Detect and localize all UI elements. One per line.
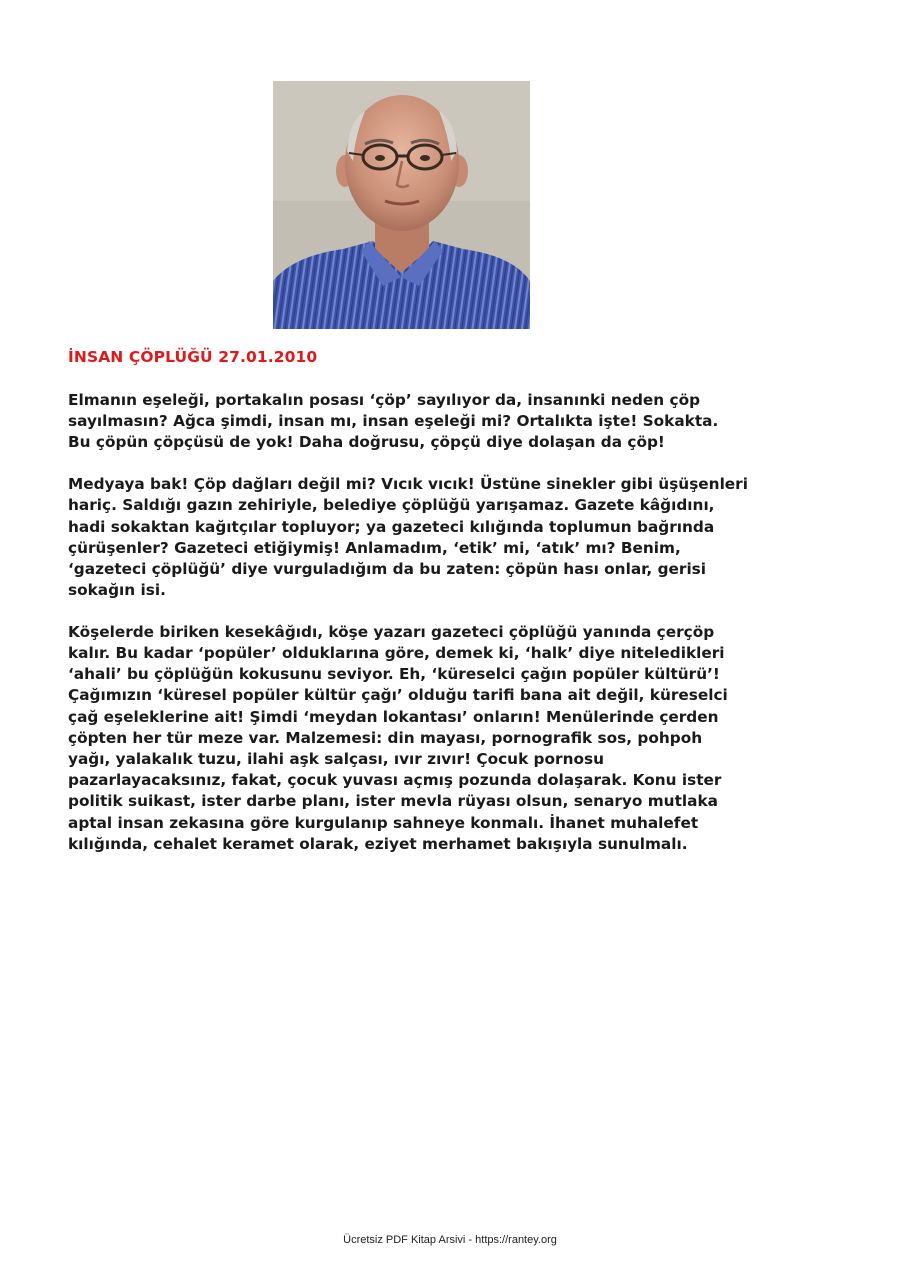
text-line: Medyaya bak! Çöp dağları değil mi? Vıcık vıcık! Üstüne sinekler gibi üşüşenleri bbox=[68, 475, 748, 494]
text-line: yağı, yalakalık tuzu, ilahi aşk salçası, ıvır zıvır! Çocuk pornosu bbox=[68, 750, 604, 769]
text-line: aptal insan zekasına göre kurgulanıp sahneye konmalı. İhanet muhalefet bbox=[68, 813, 699, 832]
text-line: sokağın isi. bbox=[68, 581, 166, 600]
text-line: hadi sokaktan kağıtçılar topluyor; ya gazeteci kılığında toplumun bağrında bbox=[68, 517, 715, 536]
text-line: kalır. Bu kadar ‘popüler’ olduklarına göre, demek ki, ‘halk’ diye nitelediklerі bbox=[68, 644, 725, 663]
text-line: Elmanın eşeleği, portakalın posası ‘çöp’ sayılıyor da, insanınki neden çöp bbox=[68, 391, 701, 409]
text-line: çürüşenler? Gazeteci etiğiymiş! Anlamadım, ‘etik’ mi, ‘atık’ mı? Benim, bbox=[68, 538, 681, 557]
text-line: pazarlayacaksınız, fakat, çocuk yuvası açmış pozunda dolaşarak. Konu ister bbox=[68, 771, 722, 790]
text-line: politik suikast, ister darbe planı, ister mevla rüyası olsun, senaryo mutlaka bbox=[68, 792, 718, 811]
author-photo bbox=[273, 81, 530, 329]
text-line: ‘gazeteci çöplüğü’ diye vurguladığım da bu zaten: çöpün hası onlar, gerisi bbox=[68, 559, 707, 578]
text-line: Bu çöpün çöpçüsü de yok! Daha doğrusu, çöpçü diye dolaşan da çöp! bbox=[68, 433, 665, 452]
text-line: Çağımızın ‘küresel popüler kültür çağı’ olduğu tarifi bana ait değil, küreselci bbox=[68, 686, 728, 705]
text-line: çöpten her tür meze var. Malzemesi: din mayası, pornografik sos, pohpoh bbox=[68, 728, 703, 747]
article-body bbox=[68, 390, 768, 876]
article-title: İNSAN ÇÖPLÜĞÜ 27.01.2010 bbox=[68, 348, 318, 366]
footer-source-link[interactable]: Ücretsiz PDF Kitap Arsivi - https://rantey.org bbox=[343, 1234, 557, 1246]
text-line: çağ eşeleklerine ait! Şimdi ‘meydan lokantası’ onların! Menülerinde çerden bbox=[68, 707, 719, 726]
paragraph bbox=[68, 474, 768, 601]
text-line: Köşelerde biriken kesekâğıdı, köşe yazarı gazeteci çöplüğü yanında çerçöp bbox=[68, 622, 715, 641]
paragraph bbox=[68, 390, 768, 454]
text-line: kılığında, cehalet keramet olarak, eziyet merhamet bakışıyla sunulmalı. bbox=[68, 834, 688, 853]
text-line: sayılmasın? Ağca şimdi, insan mı, insan eşeleği mi? Ortalıkta işte! Sokakta. bbox=[68, 412, 719, 431]
paragraph bbox=[68, 622, 768, 855]
text-line: hariç. Saldığı gazın zehiriyle, belediye çöplüğü yarışamaz. Gazete kâğıdını, bbox=[68, 496, 715, 515]
text-line: ‘ahali’ bu çöplüğün kokusunu seviyor. Eh, ‘küreselci çağın popüler kültürü’! bbox=[68, 665, 720, 684]
